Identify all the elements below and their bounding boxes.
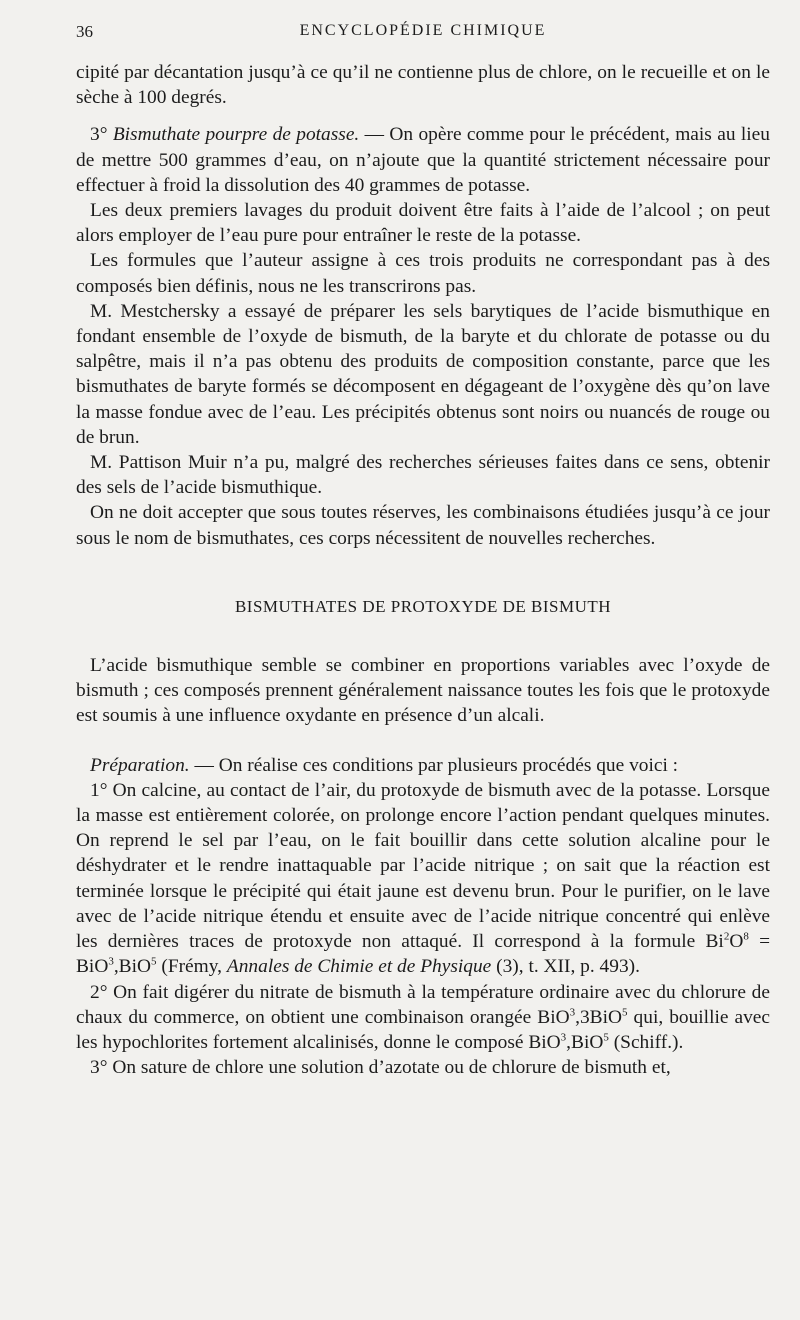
paragraph	[76, 1055, 770, 1080]
citation: (Schiff.).	[613, 1031, 684, 1053]
paragraph-text: — On réalise ces conditions par plusieurs procédés que voici :	[194, 754, 679, 776]
paragraph-text: On fait digérer du nitrate de bismuth à la température ordinaire avec du chlorure de chaux du commerce, on obtient une combinaison orangée	[76, 981, 770, 1028]
paragraph: Les deux premiers lavages du produit doivent être faits à l’aide de l’alcool ; on peut alors employer de l’eau pure pour entraîner le reste de la potasse.	[76, 200, 770, 247]
list-marker: 3°	[90, 1057, 108, 1079]
paragraph: cipité par décantation jusqu’à ce qu’il ne contienne plus de chlore, on le recueille et on le sèche à 100 degrés.	[76, 62, 770, 109]
subsection-title: Bismuthate pourpre de potasse.	[112, 124, 360, 146]
paragraph	[76, 980, 770, 1056]
formula: $Bi^2O^8 = BiO^3,BiO^5$	[76, 930, 771, 978]
section-title: BISMUTHATES DE PROTOXYDE DE BISMUTH	[234, 596, 612, 616]
formula: BiO$^3$,BiO$^5$	[528, 1031, 609, 1053]
citation: (Frémy,	[161, 956, 223, 978]
paragraph-text: On sature de chlore une solution d’azotate ou de chlorure de bismuth et,	[112, 1057, 671, 1079]
paragraph-text: qui, bouillie avec les hypochlorites fortement alcalinisés, donne le composé	[76, 1006, 771, 1053]
paragraph	[76, 753, 770, 778]
list-marker: 1°	[90, 779, 108, 801]
subsection-title: Préparation.	[90, 754, 190, 776]
paragraph-text: — On opère comme pour le précédent, mais au lieu de mettre 500 grammes d’eau, on n’ajoute que la quantité strictement nécessaire pour effectuer à froid la dissolution des 40 grammes de potasse.	[76, 124, 770, 196]
list-marker: 3°	[90, 124, 108, 146]
paragraph	[76, 778, 770, 980]
paragraph: M. Pattison Muir n’a pu, malgré des recherches sérieuses faites dans ce sens, obtenir des sels de l’acide bismuthique.	[76, 452, 770, 499]
list-marker: 2°	[90, 981, 108, 1003]
paragraph-text: On calcine, au contact de l’air, du protoxyde de bismuth avec de la potasse. Lorsque la masse est entièrement colorée, on prolonge encore l’action pendant quelques minutes. On reprend le sel par l’eau, on le fait bouillir dans cette solution alcaline pour le déshydrater et le rendre inattaquable par l’acide nitrique ; on sait que la réaction est terminée lorsque le précipité qui était jaune est devenu brun. Pour le purifier, on le lave avec de l’acide nitrique étendu et ensuite avec de l’acide nitrique concentré qui enlève les dernières traces de protoxyde non attaqué. Il correspond à la formule	[76, 779, 770, 953]
paragraph	[76, 122, 770, 198]
paragraph: Les formules que l’auteur assigne à ces trois produits ne correspondant pas à des composés bien définis, nous ne les transcrirons pas.	[76, 250, 770, 297]
citation: (3), t. XII, p. 493).	[496, 956, 640, 978]
journal-title: Annales de Chimie et de Physique	[226, 956, 492, 978]
formula: BiO$^3$,3BiO$^5$	[537, 1006, 628, 1028]
running-header	[76, 0, 770, 60]
running-title: ENCYCLOPÉDIE CHIMIQUE	[299, 22, 547, 39]
paragraph: M. Mestchersky a essayé de préparer les sels barytiques de l’acide bismuthique en fondant ensemble de l’oxyde de bismuth, de la baryte et du chlorate de potasse ou du salpêtre, mais il n’a pas obtenu des produits de composition constante, parce que les bismuthates de baryte formés se décomposent en dégageant de l’oxygène dès qu’on lave la masse fondue avec de l’eau. Les précipités obtenus sont noirs ou nuancés de rouge ou de brun.	[76, 300, 770, 448]
paragraph: L’acide bismuthique semble se combiner en proportions variables avec l’oxyde de bismuth ; ces composés prennent généralement naissance toutes les fois que le protoxyde est soumis à une influence oxydante en présence d’un alcali.	[76, 655, 770, 727]
paragraph: On ne doit accepter que sous toutes réserves, les combinaisons étudiées jusqu’à ce jour sous le nom de bismuthates, ces corps nécessitent de nouvelles recherches.	[76, 502, 770, 549]
page-number: 36	[76, 22, 93, 41]
